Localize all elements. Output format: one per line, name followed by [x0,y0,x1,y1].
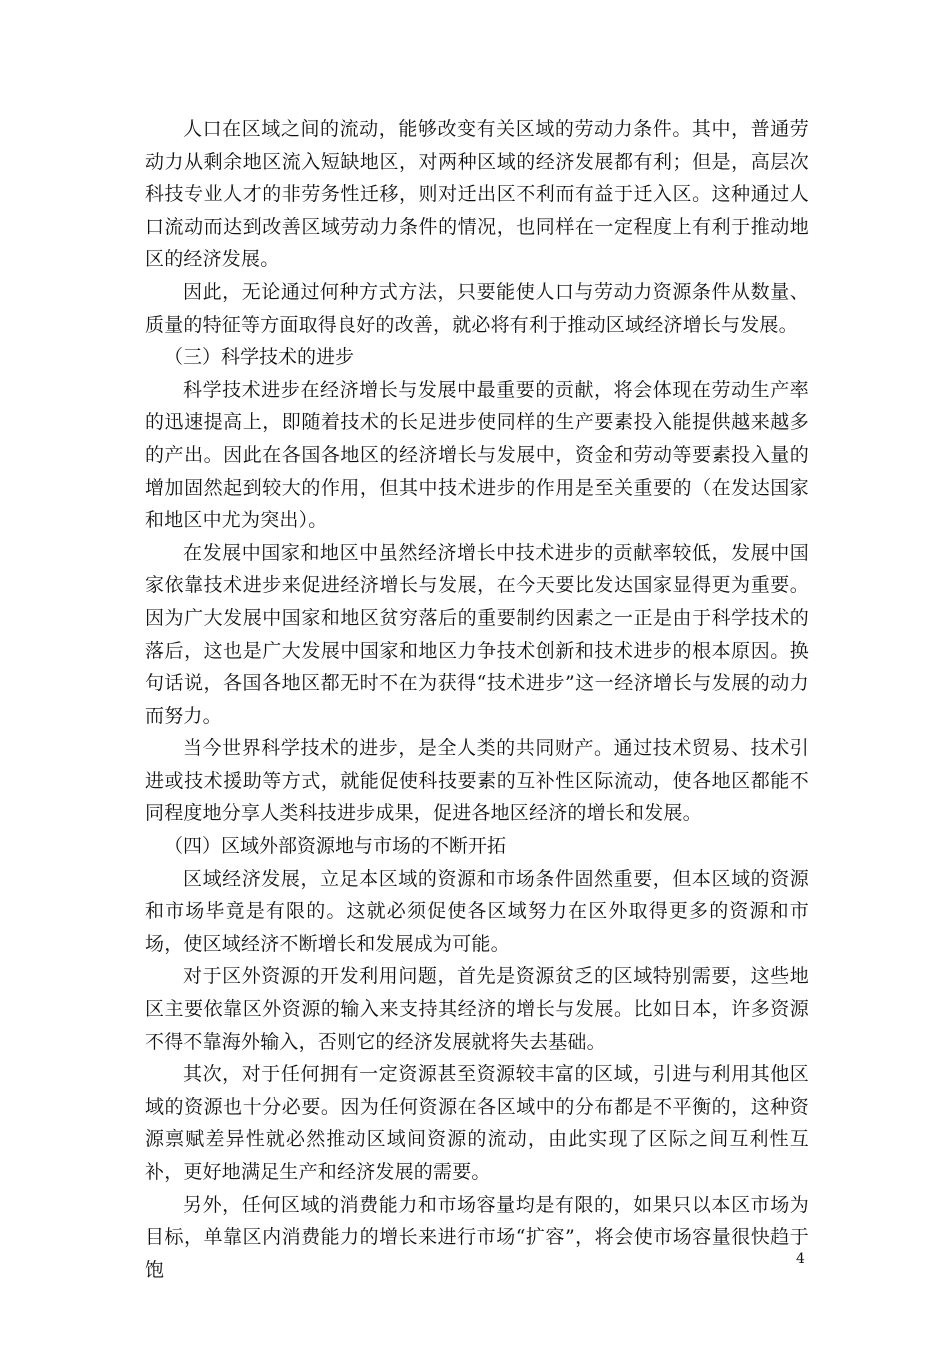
page-number: 4 [796,1251,805,1267]
section-heading: （三）科学技术的进步 [164,346,355,369]
paragraph: 区域经济发展，立足本区域的资源和市场条件固然重要，但本区域的资源和市场毕竟是有限的。这就必须促使各区域努力在区外取得更多的资源和市场，使区域经济不断增长和发展成为可能。 [145,867,809,955]
paragraph: 对于区外资源的开发利用问题，首先是资源贫乏的区域特别需要，这些地区主要依靠区外资源的输入来支持其经济的增长与发展。比如日本，许多资源不得不靠海外输入，否则它的经济发展就将失去基础。 [145,965,809,1053]
paragraph: 科学技术进步在经济增长与发展中最重要的贡献，将会体现在劳动生产率的迅速提高上，即随着技术的长足进步使同样的生产要素投入能提供越来越多的产出。因此在各国各地区的经济增长与发展中，资金和劳动等要素投入量的增加固然起到较大的作用，但其中技术进步的作用是至关重要的（在发达国家和地区中尤为突出）。 [145,378,809,532]
paragraph: 因此，无论通过何种方式方法，只要能使人口与劳动力资源条件从数量、质量的特征等方面取得良好的改善，就必将有利于推动区域经济增长与发展。 [145,280,809,336]
document-body [145,113,809,1286]
paragraph: 人口在区域之间的流动，能够改变有关区域的劳动力条件。其中，普通劳动力从剩余地区流入短缺地区，对两种区域的经济发展都有利；但是，高层次科技专业人才的非劳务性迁移，则对迁出区不利而有益于迁入区。这种通过人口流动而达到改善区域劳动力条件的情况，也同样在一定程度上有利于推动地区的经济发展。 [145,118,809,271]
paragraph: 在发展中国家和地区中虽然经济增长中技术进步的贡献率较低，发展中国家依靠技术进步来促进经济增长与发展，在今天要比发达国家显得更为重要。因为广大发展中国家和地区贫穷落后的重要制约因素之一正是由于科学技术的落后，这也是广大发展中国家和地区力争技术创新和技术进步的根本原因。换句话说，各国各地区都无时不在为获得“技术进步”这一经济增长与发展的动力而努力。 [145,541,809,727]
section-heading: （四）区域外部资源地与市场的不断开拓 [164,835,507,858]
paragraph: 其次，对于任何拥有一定资源甚至资源较丰富的区域，引进与利用其他区域的资源也十分必要。因为任何资源在各区域中的分布都是不平衡的，这种资源禀赋差异性就必然推动区域间资源的流动，由此实现了区际之间互利性互补，更好地满足生产和经济发展的需要。 [145,1063,809,1183]
paragraph: 另外，任何区域的消费能力和市场容量均是有限的，如果只以本区市场为目标，单靠区内消费能力的增长来进行市场“扩容”，将会使市场容量很快趋于饱 [145,1193,809,1281]
paragraph: 当今世界科学技术的进步，是全人类的共同财产。通过技术贸易、技术引进或技术援助等方式，就能促使科技要素的互补性区际流动，使各地区都能不同程度地分享人类科技进步成果，促进各地区经济的增长和发展。 [145,737,809,825]
